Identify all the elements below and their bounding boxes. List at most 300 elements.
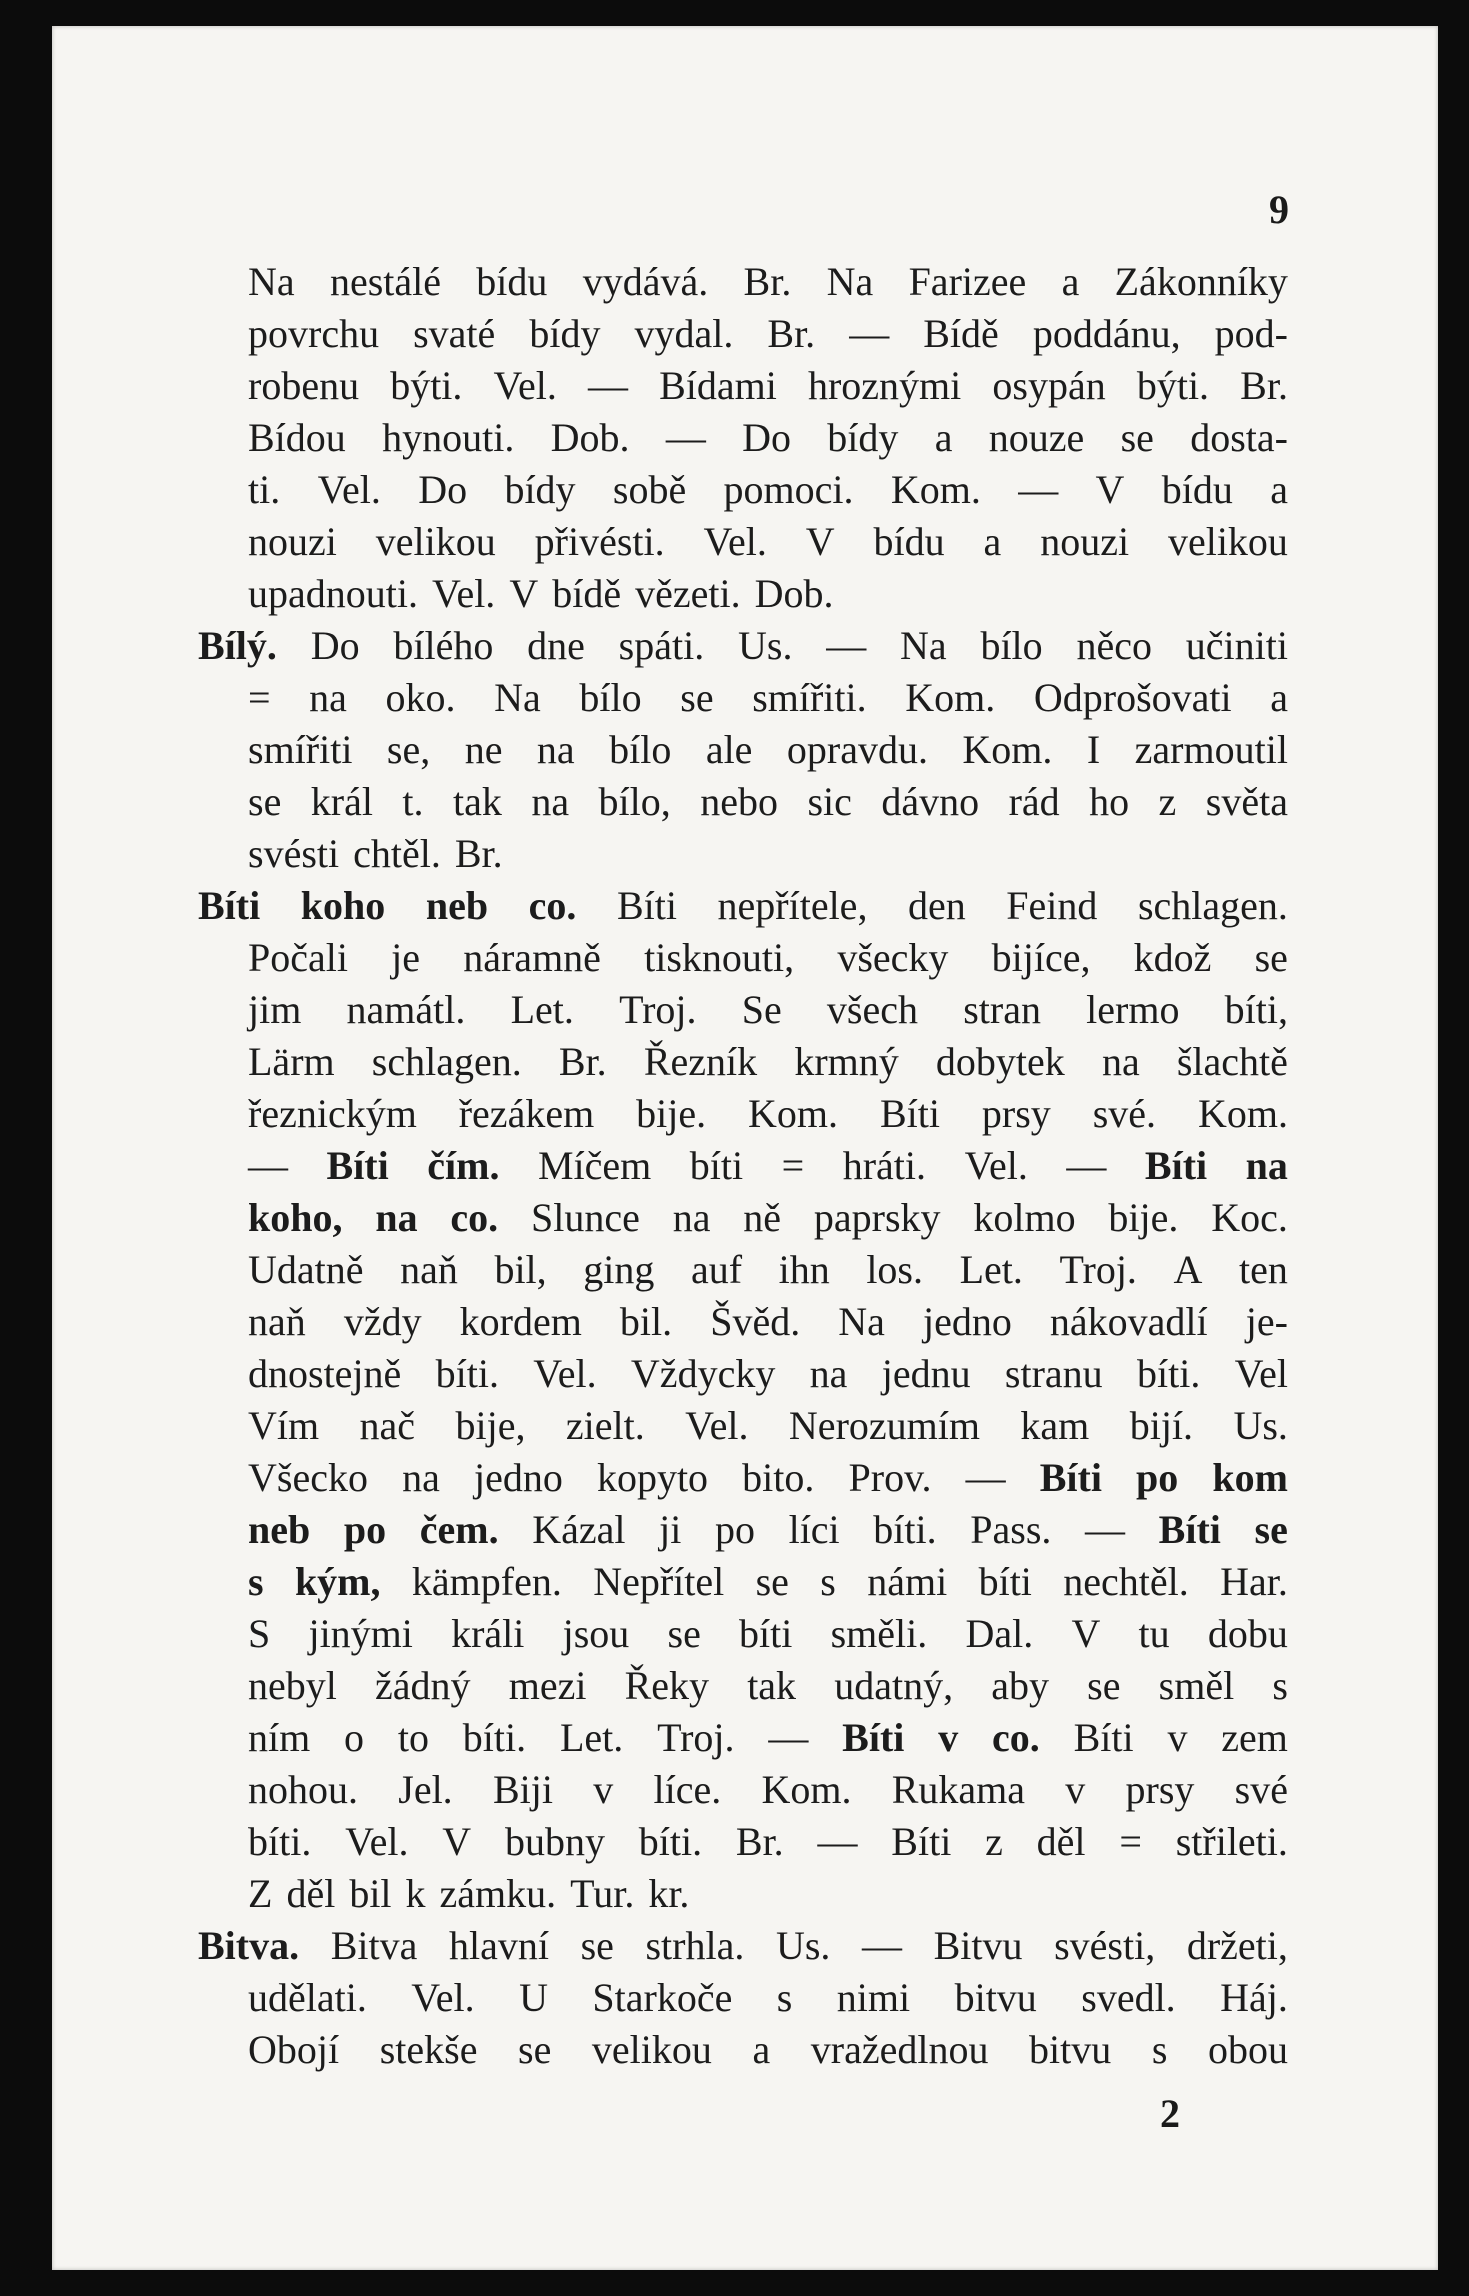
text-line	[248, 672, 1288, 724]
word: bije.	[1108, 1195, 1179, 1240]
word: jim	[248, 987, 302, 1032]
text-line	[248, 1868, 1288, 1920]
word: Vel.	[964, 1143, 1028, 1188]
word: Rukama	[891, 1767, 1026, 1812]
word: král	[310, 779, 373, 824]
word: Vždycky	[630, 1351, 776, 1396]
word: bíti.	[873, 1507, 937, 1552]
word: bijí.	[1129, 1403, 1194, 1448]
word: rád	[1008, 779, 1060, 824]
word: krmný	[794, 1039, 899, 1084]
word: hroznými	[807, 363, 962, 408]
word: nouze	[988, 415, 1085, 460]
word: V	[1071, 1611, 1101, 1656]
word: Řeky	[624, 1663, 710, 1708]
word: bídu	[873, 519, 945, 564]
word: —	[587, 363, 628, 408]
word: své.	[1092, 1091, 1157, 1136]
word: býti.	[1136, 363, 1210, 408]
word: velikou	[591, 2027, 712, 2072]
word: Br.	[767, 311, 816, 356]
word: a	[752, 2027, 771, 2072]
word: Tur.	[570, 1871, 635, 1916]
word: bubny	[504, 1819, 605, 1864]
word: namátl.	[346, 987, 466, 1032]
word: —	[1066, 1143, 1107, 1188]
word: Bitva	[330, 1923, 418, 1968]
word: Nepřítel	[593, 1559, 725, 1604]
word: povrchu	[248, 311, 380, 356]
text-line	[248, 1348, 1288, 1400]
word: den	[907, 883, 966, 928]
word: Koc.	[1211, 1195, 1288, 1240]
word: řeznickým	[248, 1091, 417, 1136]
word: k	[405, 1871, 426, 1916]
text-line	[248, 1972, 1288, 2024]
word: bíti,	[1224, 987, 1288, 1032]
word: směl	[1158, 1663, 1235, 1708]
word: bídy	[529, 311, 601, 356]
word: hynouti.	[382, 415, 515, 460]
word: jinými	[308, 1611, 413, 1656]
word: šlachtě	[1176, 1039, 1288, 1084]
word: Troj.	[657, 1715, 735, 1760]
word: kämpfen.	[411, 1559, 562, 1604]
text-line	[198, 1920, 1288, 1972]
word: se	[1254, 935, 1288, 980]
dictionary-text	[198, 256, 1288, 2076]
word: Kom.	[1197, 1091, 1288, 1136]
word: Odprošovati	[1033, 675, 1232, 720]
word: vězeti.	[635, 571, 741, 616]
word: Řezník	[643, 1039, 758, 1084]
word: Z	[248, 1871, 273, 1916]
word: králi	[451, 1611, 525, 1656]
word: prsy	[1125, 1767, 1195, 1812]
word: Na	[838, 1299, 885, 1344]
word: ně	[743, 1195, 782, 1240]
word: děl	[1036, 1819, 1086, 1864]
word: Kom.	[890, 467, 981, 512]
text-line	[248, 1660, 1288, 1712]
word: Do	[742, 415, 791, 460]
text-line	[248, 360, 1288, 412]
word: býti.	[390, 363, 463, 408]
text-line	[248, 1296, 1288, 1348]
headword: co.	[528, 883, 577, 928]
word: upadnouti.	[248, 571, 418, 616]
word: osypán	[992, 363, 1106, 408]
word: V	[805, 519, 835, 564]
word: Vel.	[533, 1351, 597, 1396]
text-line	[248, 464, 1288, 516]
word: Biji	[492, 1767, 553, 1812]
word: učiniti	[1185, 623, 1288, 668]
word: řezákem	[458, 1091, 595, 1136]
text-line	[248, 516, 1288, 568]
headword: neb	[425, 883, 489, 928]
word: stekše	[379, 2027, 478, 2072]
word: Háj.	[1220, 1975, 1288, 2020]
word: —	[826, 623, 867, 668]
word: Kázal	[532, 1507, 626, 1552]
word: Na	[494, 675, 541, 720]
word: kdož	[1133, 935, 1212, 980]
word: ale	[705, 727, 753, 772]
word: auf	[690, 1247, 743, 1292]
word: dosta-	[1190, 415, 1288, 460]
word: bil	[349, 1871, 392, 1916]
word: Kom.	[905, 675, 996, 720]
word: V	[509, 571, 539, 616]
word: A	[1173, 1247, 1203, 1292]
word: Starkoče	[592, 1975, 733, 2020]
word: s	[776, 1975, 793, 2020]
word: se	[667, 1611, 701, 1656]
word: námi	[867, 1559, 948, 1604]
text-line	[248, 568, 1288, 620]
word: spáti.	[618, 623, 705, 668]
word: stran	[963, 987, 1041, 1032]
word: kordem	[459, 1299, 582, 1344]
headword: na	[1245, 1143, 1288, 1188]
headword: co.	[450, 1195, 499, 1240]
word: —	[1085, 1507, 1126, 1552]
word: bitvu	[954, 1975, 1037, 2020]
word: a	[983, 519, 1002, 564]
word: Švěd.	[710, 1299, 801, 1344]
word: =	[781, 1143, 805, 1188]
word: se	[518, 2027, 552, 2072]
word: —	[248, 1143, 288, 1188]
headword: Bíti	[1039, 1455, 1102, 1500]
word: Vím	[248, 1403, 320, 1448]
word: a	[1270, 467, 1288, 512]
word: své	[1234, 1767, 1288, 1812]
word: kam	[1020, 1403, 1090, 1448]
word: Let.	[510, 987, 574, 1032]
headword: v	[938, 1715, 959, 1760]
word: v	[593, 1767, 614, 1812]
word: s	[1272, 1663, 1288, 1708]
word: Bídou	[248, 415, 346, 460]
headword: neb	[248, 1507, 311, 1552]
word: robenu	[248, 363, 360, 408]
word: Us.	[738, 623, 793, 668]
word: Do	[310, 623, 360, 668]
word: Vel.	[431, 571, 496, 616]
word: v	[1167, 1715, 1188, 1760]
word: Har.	[1220, 1559, 1288, 1604]
word: bíti.	[638, 1819, 703, 1864]
word: Let.	[959, 1247, 1023, 1292]
headword: co.	[992, 1715, 1040, 1760]
word: Us.	[1233, 1403, 1288, 1448]
word: kolmo	[973, 1195, 1076, 1240]
word: dobytek	[935, 1039, 1065, 1084]
text-line	[248, 256, 1288, 308]
headword: po	[343, 1507, 387, 1552]
word: Troj.	[1059, 1247, 1137, 1292]
text-line	[248, 1192, 1288, 1244]
word: a	[1270, 675, 1288, 720]
word: jednu	[881, 1351, 971, 1396]
word: Slunce	[531, 1195, 640, 1240]
word: Obojí	[248, 2027, 340, 2072]
word: V	[1095, 467, 1125, 512]
word: bijíce,	[991, 935, 1091, 980]
text-line	[248, 308, 1288, 360]
word: mezi	[508, 1663, 587, 1708]
text-line	[248, 1244, 1288, 1296]
word: obou	[1207, 2027, 1288, 2072]
headword: Bíti	[198, 883, 261, 928]
word: Feind	[1006, 883, 1098, 928]
word: —	[1018, 467, 1059, 512]
word: Jel.	[398, 1767, 453, 1812]
word: Br.	[1240, 363, 1288, 408]
word: vždy	[343, 1299, 422, 1344]
word: sobě	[612, 467, 687, 512]
word: poddánu,	[1032, 311, 1181, 356]
word: nechtěl.	[1063, 1559, 1189, 1604]
word: bito.	[742, 1455, 815, 1500]
word: držeti,	[1186, 1923, 1288, 1968]
word: oko.	[385, 675, 456, 720]
word: světa	[1205, 779, 1288, 824]
word: naň	[248, 1299, 306, 1344]
text-line	[248, 1400, 1288, 1452]
word: svedl.	[1081, 1975, 1176, 2020]
word: velikou	[375, 519, 496, 564]
word: se,	[386, 727, 431, 772]
headword: kom	[1212, 1455, 1288, 1500]
word: bílo	[609, 727, 672, 772]
word: se	[680, 675, 714, 720]
word: I	[1086, 727, 1101, 772]
word: je	[391, 935, 421, 980]
word: nepřítele,	[717, 883, 868, 928]
word: Pass.	[970, 1507, 1052, 1552]
text-line	[248, 1712, 1288, 1764]
word: se	[1087, 1663, 1121, 1708]
word: S	[248, 1611, 271, 1656]
word: dobu	[1207, 1611, 1288, 1656]
word: Dob.	[754, 571, 834, 616]
headword: čím.	[427, 1143, 500, 1188]
word: bije,	[455, 1403, 526, 1448]
word: bílo	[579, 675, 642, 720]
word: na	[309, 675, 347, 720]
word: smířiti.	[752, 675, 867, 720]
word: Br.	[454, 831, 503, 876]
word: nebo	[700, 779, 778, 824]
word: směli.	[830, 1611, 928, 1656]
text-line	[248, 1504, 1288, 1556]
text-line	[248, 724, 1288, 776]
word: =	[248, 675, 271, 720]
text-line	[248, 776, 1288, 828]
word: hlavní	[448, 1923, 549, 1968]
word: na	[536, 727, 575, 772]
text-line	[248, 412, 1288, 464]
text-line	[248, 1140, 1288, 1192]
word: vydává.	[582, 259, 709, 304]
word: Br.	[558, 1039, 607, 1084]
word: chtěl.	[353, 831, 441, 876]
word: o	[344, 1715, 365, 1760]
word: nohou.	[248, 1767, 358, 1812]
headword: koho	[300, 883, 386, 928]
word: bídě	[552, 571, 622, 616]
word: Se	[741, 987, 782, 1032]
word: přivésti.	[534, 519, 665, 564]
word: Br.	[735, 1819, 784, 1864]
word: zielt.	[565, 1403, 645, 1448]
word: opravdu.	[786, 727, 928, 772]
word: Vel.	[685, 1403, 749, 1448]
word: —	[768, 1715, 809, 1760]
word: na	[1101, 1039, 1140, 1084]
word: Dal.	[965, 1611, 1034, 1656]
word: dnostejně	[248, 1351, 402, 1396]
word: jedno	[922, 1299, 1012, 1344]
word: Kom.	[962, 727, 1053, 772]
word: hráti.	[842, 1143, 927, 1188]
word: dne	[527, 623, 585, 668]
word: nestálé	[329, 259, 441, 304]
word: děl	[286, 1871, 336, 1916]
word: Vel	[1234, 1351, 1288, 1396]
word: na	[402, 1455, 440, 1500]
word: prsy	[981, 1091, 1051, 1136]
word: zem	[1221, 1715, 1288, 1760]
word: Bídami	[659, 363, 777, 408]
word: bíti.	[1136, 1351, 1201, 1396]
headword: na	[375, 1195, 418, 1240]
word: V	[442, 1819, 472, 1864]
word: po	[714, 1507, 755, 1552]
word: na	[531, 779, 570, 824]
word: Let.	[559, 1715, 624, 1760]
text-line	[198, 620, 1288, 672]
text-line	[248, 932, 1288, 984]
text-line	[248, 1452, 1288, 1504]
word: se	[1120, 415, 1154, 460]
word: =	[1119, 1819, 1142, 1864]
word: se	[580, 1923, 614, 1968]
word: t.	[402, 779, 424, 824]
word: a	[1061, 259, 1080, 304]
word: Vel.	[411, 1975, 475, 2020]
word: aby	[991, 1663, 1050, 1708]
word: Bitvu	[933, 1923, 1023, 1968]
word: stranu	[1004, 1351, 1103, 1396]
word: Bíti	[1073, 1715, 1134, 1760]
text-line	[248, 1816, 1288, 1868]
text-line	[248, 1088, 1288, 1140]
word: ne	[464, 727, 503, 772]
word: ten	[1238, 1247, 1288, 1292]
headword: Bíti	[842, 1715, 905, 1760]
word: bíti	[978, 1559, 1032, 1604]
word: zarmoutil	[1134, 727, 1288, 772]
word: nebyl	[248, 1663, 337, 1708]
word: všecky	[837, 935, 949, 980]
text-line	[248, 2024, 1288, 2076]
word: Vel.	[317, 467, 381, 512]
word: tak	[747, 1663, 797, 1708]
headword: s	[248, 1559, 264, 1604]
word: Bíti	[891, 1819, 952, 1864]
word: Na	[826, 259, 874, 304]
text-line	[248, 1608, 1288, 1660]
word: —	[817, 1819, 858, 1864]
word: náramně	[463, 935, 601, 980]
word: se	[755, 1559, 789, 1604]
word: se	[248, 779, 282, 824]
word: bil.	[619, 1299, 673, 1344]
word: pomoci.	[723, 467, 854, 512]
headword: se	[1254, 1507, 1288, 1552]
word: Us.	[775, 1923, 831, 1968]
word: svésti	[248, 831, 340, 876]
word: kr.	[648, 1871, 690, 1916]
word: na	[809, 1351, 848, 1396]
word: schlagen.	[1137, 883, 1288, 928]
text-line	[248, 828, 1288, 880]
word: s	[1151, 2027, 1168, 2072]
word: Dob.	[550, 415, 630, 460]
word: tisknouti,	[644, 935, 795, 980]
word: Nerozumím	[788, 1403, 980, 1448]
word: bitvu	[1029, 2027, 1112, 2072]
word: bíti	[689, 1143, 744, 1188]
word: bídy	[827, 415, 899, 460]
word: U	[519, 1975, 548, 2020]
word: naň	[400, 1247, 458, 1292]
word: jedno	[473, 1455, 563, 1500]
text-line	[198, 880, 1288, 932]
word: sic	[807, 779, 852, 824]
word: bídu	[476, 259, 548, 304]
word: v	[1065, 1767, 1086, 1812]
word: vydal.	[634, 311, 734, 356]
word: z	[1158, 779, 1177, 824]
headword: kým,	[294, 1559, 381, 1604]
word: bije.	[636, 1091, 707, 1136]
word: velikou	[1167, 519, 1288, 564]
word: zámku.	[439, 1871, 557, 1916]
word: strhla.	[645, 1923, 745, 1968]
word: smířiti	[248, 727, 353, 772]
word: svésti,	[1054, 1923, 1156, 1968]
word: Všecko	[248, 1455, 368, 1500]
word: něco	[1076, 623, 1152, 668]
word: na	[672, 1195, 711, 1240]
word: nimi	[836, 1975, 911, 2020]
word: ním	[248, 1715, 311, 1760]
word: z	[985, 1819, 1003, 1864]
text-line	[248, 1556, 1288, 1608]
word: Vel.	[493, 363, 557, 408]
text-line	[248, 984, 1288, 1036]
word: dávno	[881, 779, 980, 824]
word: líci	[788, 1507, 840, 1552]
word: Na	[248, 259, 295, 304]
word: —	[849, 311, 890, 356]
headword: Bitva.	[198, 1923, 300, 1968]
